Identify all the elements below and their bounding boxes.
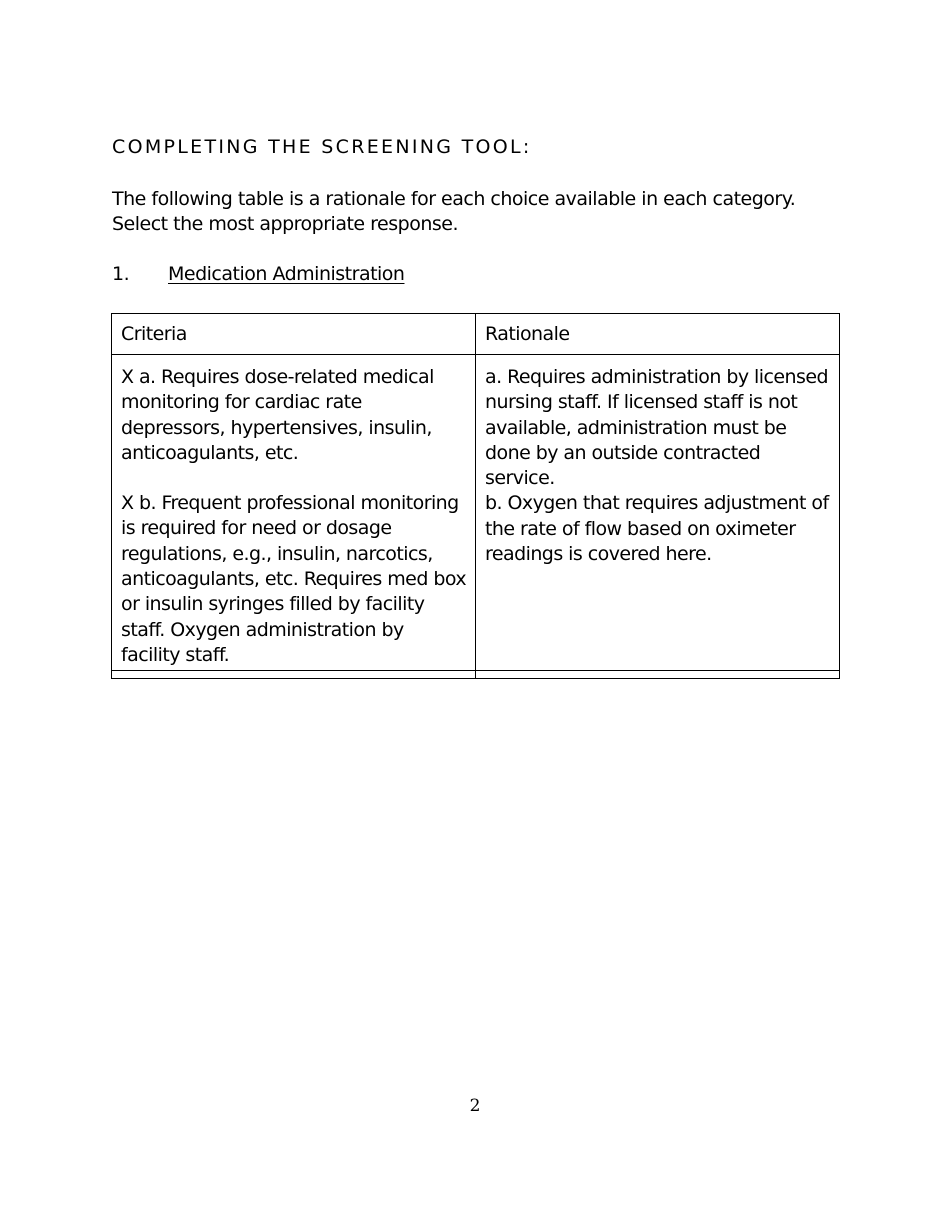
table-spacer-row <box>112 671 840 679</box>
criteria-column-header: Criteria <box>112 314 476 355</box>
section-number: 1. <box>112 263 130 285</box>
intro-paragraph: The following table is a rationale for each choice available in each category. Select the most appropriate response. <box>112 188 796 235</box>
table-row <box>112 355 840 671</box>
section-title-text: Medication Administration <box>168 263 405 285</box>
criteria-cell <box>112 355 476 671</box>
criteria-rationale-table <box>111 313 840 679</box>
section-title <box>112 263 404 285</box>
criteria-item-a: X a. Requires dose-related medical monitoring for cardiac rate depressors, hypertensives, insulin, anticoagulants, etc. <box>121 366 434 464</box>
spacer-cell-right <box>476 671 840 679</box>
criteria-item-b: X b. Frequent professional monitoring is required for need or dosage regulations, e.g., insulin, narcotics, anticoagulants, etc. Requires med box or insulin syringes filled by facility staff. Oxygen administration by facility staff. <box>121 492 467 666</box>
rationale-item-b: b. Oxygen that requires adjustment of the rate of flow based on oximeter readings is covered here. <box>485 492 829 566</box>
rationale-item-a: a. Requires administration by licensed nursing staff. If licensed staff is not available, administration must be done by an outside contracted service. <box>485 366 829 490</box>
rationale-cell <box>476 355 840 671</box>
table-header-row <box>112 314 840 355</box>
page-number: 2 <box>469 1096 481 1116</box>
page-heading: COMPLETING THE SCREENING TOOL: <box>112 136 532 158</box>
spacer-cell-left <box>112 671 476 679</box>
rationale-column-header: Rationale <box>476 314 840 355</box>
